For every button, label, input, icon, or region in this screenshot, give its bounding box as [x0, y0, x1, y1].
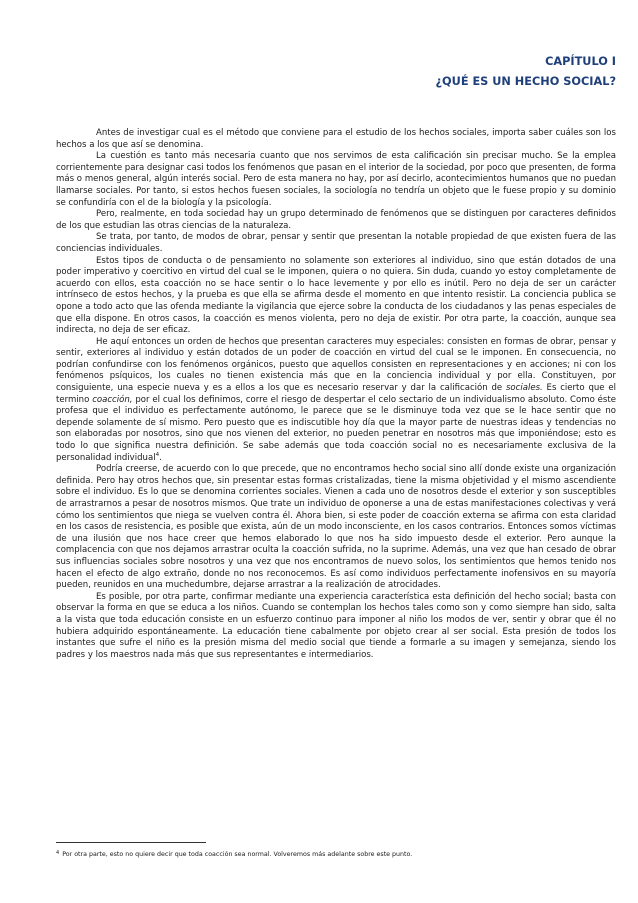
footnote	[56, 849, 616, 859]
text-run: La cuestión es tanto más necesaria cuanto que nos servimos de esta calificación sin precisar mucho. Se la emplea corrientemente para designar casi todos los fenómenos que pasan en el interior de la sociedad, por poco que presenten, de forma más o menos general, algún interés social. Pero de esta manera no hay, por así decirlo, acontecimientos humanos que no puedan llamarse sociales. Por tanto, si estos hechos fuesen sociales, la sociología no tendría un objeto que le fuese propio y su dominio se confundiría con el de la biología y la psicología.	[56, 151, 616, 208]
footnote-divider	[56, 842, 206, 843]
text-run: por el cual los definimos, corre el riesgo de despertar el celo sectario de un individualismo absoluto. Como éste profesa que el individuo es perfectamente autónomo, le parece que se le disminuye toda vez que se le hace sentir que no depende solamente de sí mismo. Pero puesto que es indiscutible hoy día que la mayor parte de nuestras ideas y tendencias no son elaboradas por nosotros, sino que nos vienen del exterior, no pueden penetrar en nosotros más que imponiéndose; esto es todo lo que significa nuestra definición. Se sabe además que toda coacción social no es necesariamente exclusiva de la personalidad individual	[56, 394, 616, 463]
chapter-title: ¿QUÉ ES UN HECHO SOCIAL?	[435, 75, 616, 88]
emphasized-term: coacción,	[92, 394, 133, 405]
body-paragraph	[56, 464, 616, 592]
text-run: Estos tipos de conducta o de pensamiento no solamente son exteriores al individuo, sino que están dotados de una poder imperativo y coercitivo en virtud del cual se le imponen, quiera o no quiera. Sin duda, cuando yo estoy completamente de acuerdo con ellos, esta coacción no se hace sentir o lo hace levemente y por ello es inútil. Pero no deja de ser un carácter intrínseco de estos hechos, y la prueba es que ella se afirma desde el momento en que intento resistir. La conciencia publica se opone a todo acto que las ofenda mediante la vigilancia que ejerce sobre la conducta de los ciudadanos y las penas especiales de que ella dispone. En otros casos, la coacción es menos violenta, pero no deja de existir. Por otra parte, la coacción, aunque sea indirecta, no deja de ser eficaz.	[56, 255, 616, 336]
body-paragraph	[56, 151, 616, 209]
body-paragraph	[56, 128, 616, 151]
body-paragraph	[56, 232, 616, 255]
text-run: Es posible, por otra parte, confirmar mediante una experiencia característica esta definición del hecho social; basta con observar la forma en que se educa a los niños. Cuando se contemplan los hechos tales como son y como siempre han sido, salta a la vista que toda educación consiste en un esfuerzo continuo para imponer al niño los modos de ver, sentir y obrar que él no hubiera adquirido espontáneamente. La educación tiene cabalmente por objeto crear al ser social. Esta presión de todos los instantes que sufre el niño es la presión misma del medio social que tiende a formarle a su imagen y semejanza, siendo los padres y los maestros nada más que sus representantes e intermediarios.	[56, 591, 616, 660]
footnote-reference: 4	[155, 451, 160, 458]
text-run: Podría creerse, de acuerdo con lo que precede, que no encontramos hecho social sino allí donde existe una organización definida. Pero hay otros hechos que, sin presentar estas formas cristalizadas, tiene la misma objetividad y el mismo ascendiente sobre el individuo. Es lo que se denomina corrientes sociales. Vienen a cada uno de nosotros desde el exterior y son susceptibles de arrastrarnos a pesar de nosotros mismos. Que trate un individuo de oponerse a una de estas manifestaciones colectivas y verá cómo los sentimientos que niega se vuelven contra él. Ahora bien, si este poder de coacción externa se afirma con esta claridad en los casos de resistencia, es posible que exista, aún de un modo inconsciente, en los casos contrarios. Entonces somos víctimas de una ilusión que nos hace creer que hemos elaborado lo que nos ha sido impuesto desde el exterior. Pero aunque la complacencia con que nos dejamos arrastrar oculta la coacción sufrida, no la suprime. Además, una vez que han cesado de obrar sus influencias sociales sobre nosotros y una vez que nos encontramos de nuevo solos, los sentimientos que hemos tenido nos hacen el efecto de algo extraño, donde no nos reconocemos. Es así como individuos perfectamente inofensivos en su mayoría pueden, reunidos en una muchedumbre, dejarse arrastrar a la realización de atrocidades.	[56, 464, 616, 591]
body-paragraph	[56, 592, 616, 662]
text-run: Es cierto que el termino	[56, 383, 616, 405]
footnote-text: Por otra parte, esto no quiere decir que toda coacción sea normal. Volveremos más adelante sobre este punto.	[62, 851, 413, 858]
chapter-body	[56, 128, 616, 661]
text-run: .	[159, 452, 162, 463]
text-run: Pero, realmente, en toda sociedad hay un grupo determinado de fenómenos que se distinguen por caracteres definidos de los que estudian las otras ciencias de la naturaleza.	[56, 209, 616, 231]
chapter-heading	[435, 52, 616, 92]
body-paragraph	[56, 256, 616, 337]
emphasized-term: sociales.	[505, 383, 543, 394]
text-run: Se trata, por tanto, de modos de obrar, pensar y sentir que presentan la notable propiedad de que existen fuera de las conciencias individuales.	[56, 232, 616, 254]
body-paragraph	[56, 337, 616, 465]
text-run: Antes de investigar cual es el método que conviene para el estudio de los hechos sociales, importa saber cuáles son los hechos a los que así se denomina.	[56, 128, 616, 150]
chapter-number: CAPÍTULO I	[545, 55, 616, 68]
document-page	[56, 0, 616, 903]
body-paragraph	[56, 209, 616, 232]
text-run: He aquí entonces un orden de hechos que presentan caracteres muy especiales: consisten en formas de obrar, pensar y sentir, exteriores al individuo y están dotados de un poder de coacción en virtud del cual se le imponen. En consecuencia, no podrían confundirse con los fenómenos orgánicos, puesto que aquellos consisten en representaciones y en acciones; ni con los fenómenos psíquicos, los cuales no tienen existencia más que en la conciencia individual y por ella. Constituyen, por consiguiente, una especie nueva y es a ellos a los que es necesario reservar y dar la calificación de	[56, 336, 616, 394]
footnote-marker: 4	[56, 850, 60, 856]
